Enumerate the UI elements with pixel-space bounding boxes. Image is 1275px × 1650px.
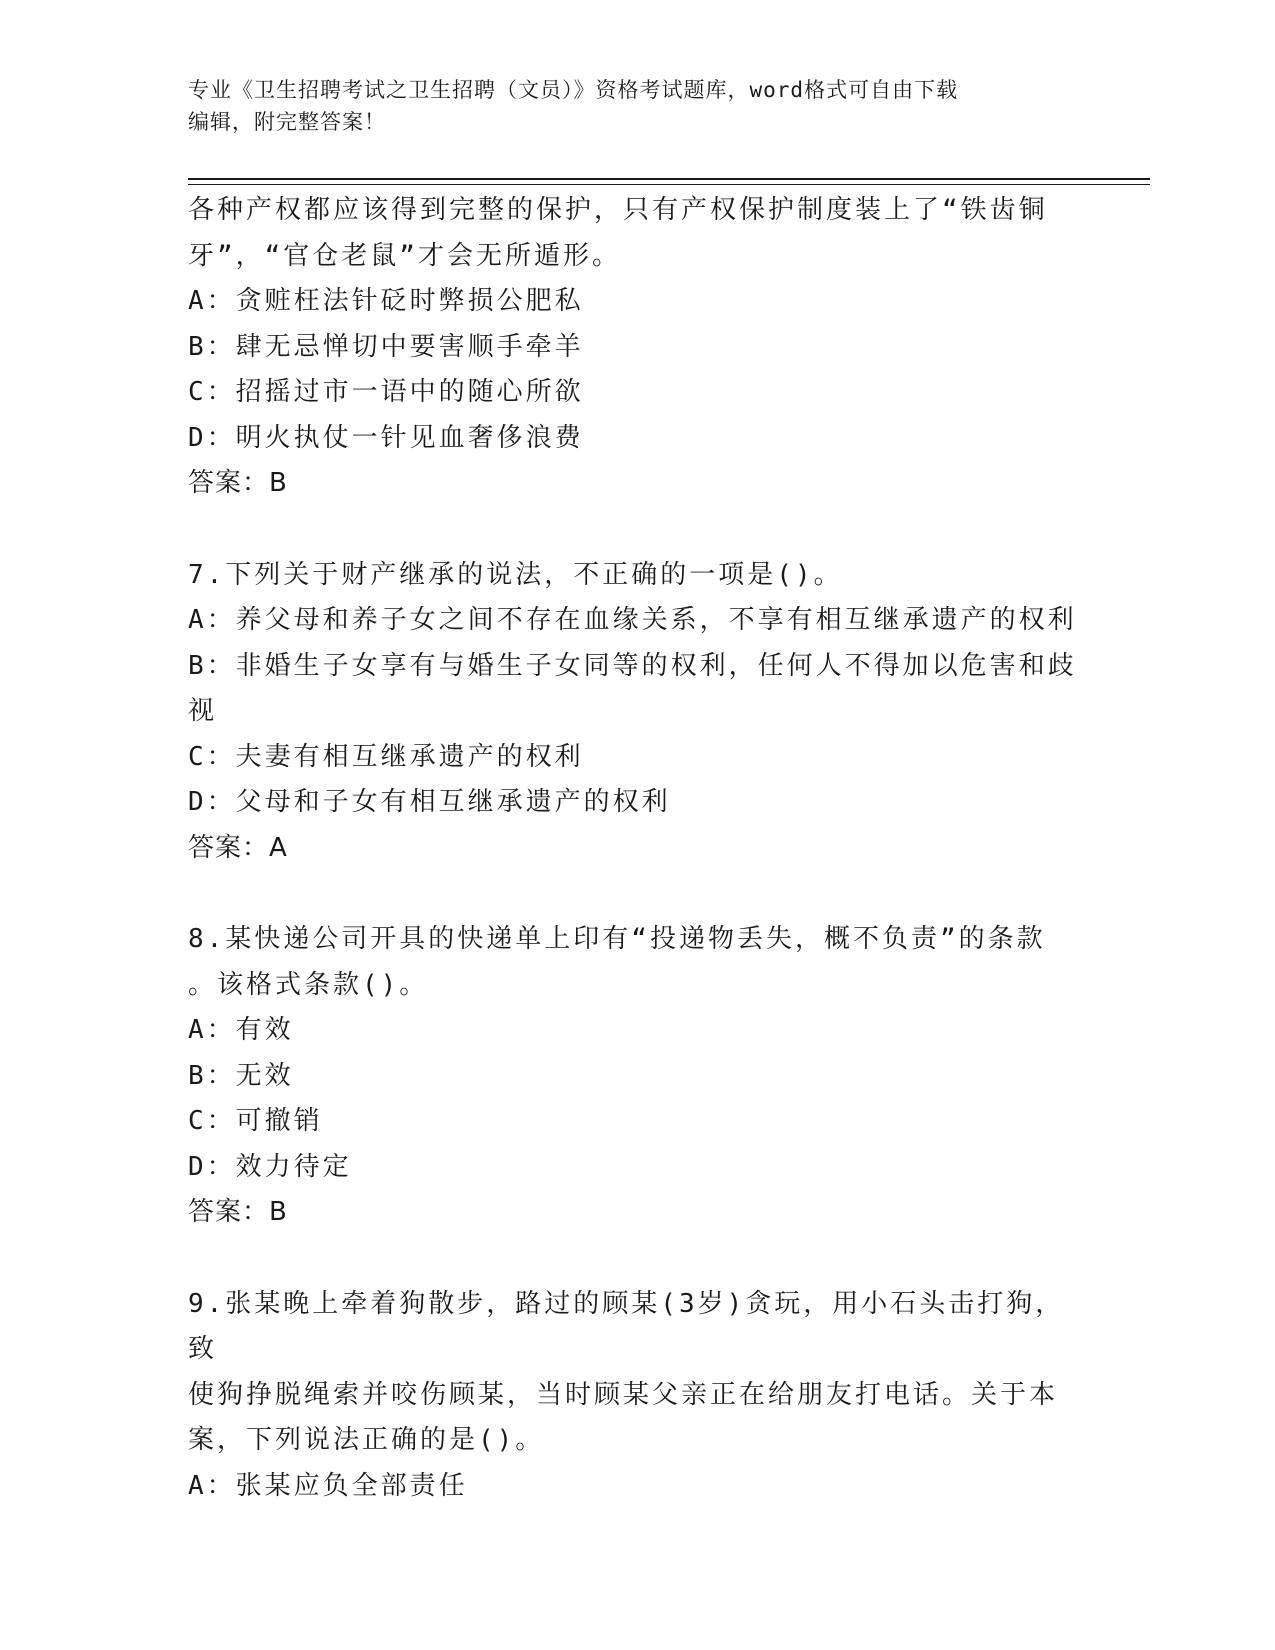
spacer [188, 507, 1088, 553]
option-a: A：张某应负全部责任 [188, 1470, 468, 1501]
answer-line: 答案：A [188, 832, 288, 863]
question-8 [188, 917, 1088, 1236]
question-stem: 牙”，“官仓老鼠”才会无所遁形。 [188, 240, 621, 271]
question-stem: 7.下列关于财产继承的说法，不正确的一项是()。 [188, 559, 843, 590]
option-b: B：肆无忌惮切中要害顺手牵羊 [188, 331, 584, 362]
question-stem: 案，下列说法正确的是()。 [188, 1425, 545, 1455]
question-stem: 各种产权都应该得到完整的保护，只有产权保护制度装上了“铁齿铜 [188, 195, 1048, 225]
option-b-continued: 视 [188, 696, 218, 726]
option-a: A：有效 [188, 1015, 294, 1045]
option-d: D：效力待定 [188, 1151, 352, 1182]
answer-line: 答案：B [188, 468, 288, 498]
question-stem: 8.某快递公司开具的快递单上印有“投递物丢失，概不负责”的条款 [188, 924, 1046, 954]
question-7 [188, 553, 1088, 872]
option-b: B：非婚生子女享有与婚生子女同等的权利，任何人不得加以危害和歧 [188, 650, 1077, 681]
option-d: D：明火执仗一针见血奢侈浪费 [188, 422, 584, 453]
question-stem: 。该格式条款()。 [188, 969, 429, 1000]
question-stem: 使狗挣脱绳索并咬伤顾某，当时顾某父亲正在给朋友打电话。关于本 [188, 1379, 1059, 1410]
answer-line: 答案：B [188, 1197, 288, 1227]
option-c: C：招摇过市一语中的随心所欲 [188, 377, 584, 407]
question-6 [188, 188, 1088, 507]
option-a: A：养父母和养子女之间不存在血缘关系，不享有相互继承遗产的权利 [188, 605, 1077, 635]
document-header [188, 74, 1088, 138]
question-stem: 9.张某晚上牵着狗散步，路过的顾某(3岁)贪玩，用小石头击打狗，致 [188, 1288, 1065, 1364]
question-9 [188, 1282, 1088, 1510]
option-b: B：无效 [188, 1060, 294, 1091]
option-c: C：可撤销 [188, 1106, 323, 1136]
option-a: A：贪赃枉法针砭时弊损公肥私 [188, 286, 584, 316]
option-c: C：夫妻有相互继承遗产的权利 [188, 741, 584, 772]
question-list [188, 188, 1088, 1509]
option-d: D：父母和子女有相互继承遗产的权利 [188, 787, 671, 817]
header-line-2: 编辑，附完整答案！ [188, 110, 386, 134]
spacer [188, 871, 1088, 917]
header-divider-thick [188, 178, 1150, 180]
spacer [188, 1236, 1088, 1282]
header-divider-thin [188, 184, 1150, 185]
header-line-1: 专业《卫生招聘考试之卫生招聘（文员）》资格考试题库，word格式可自由下载 [188, 78, 959, 102]
